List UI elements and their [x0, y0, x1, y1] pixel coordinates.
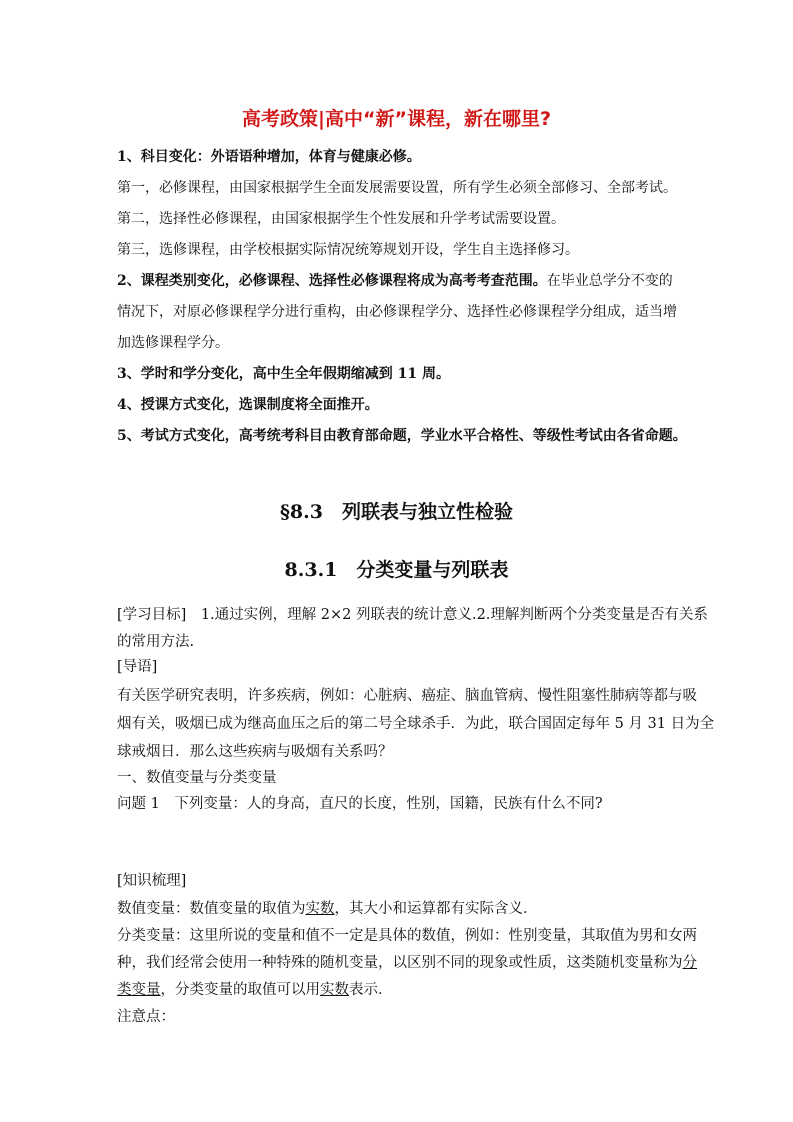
categorical-variable-line-3: [117, 978, 393, 1003]
policy-item-2-rest: 在毕业总学分不变的: [546, 273, 673, 289]
intro-label: [导语]: [117, 659, 158, 675]
categorical-text-b1: 种，我们经常会使用一种特殊的随机变量，以区别不同的现象或性质，这类随机变量称为: [117, 955, 683, 971]
policy-title: 高考政策|高中“新”课程，新在哪里?: [242, 108, 551, 130]
policy-item-4: 4、授课方式变化，选课制度将全面推开。: [117, 397, 379, 413]
intro-line-2: 烟有关，吸烟已成为继高血压之后的第二号全球杀手．为此，联合国固定每年 5 月 31 日为全: [117, 716, 715, 732]
categorical-value-answer: 实数: [320, 982, 349, 998]
policy-item-2-line-2: 情况下，对原必修课程学分进行重构，由必修课程学分、选择性必修课程学分组成，适当增: [117, 304, 677, 320]
policy-item-2-line-3: 加选修课程学分。: [117, 335, 229, 351]
learning-goal: [学习目标] 1.通过实例，理解 2×2 列联表的统计意义.2.理解判断两个分类变量是否有关系: [117, 607, 708, 623]
note-label: 注意点：: [117, 1009, 175, 1025]
policy-first: 第一，必修课程，由国家根据学生全面发展需要设置，所有学生必须全部修习、全部考试。: [117, 180, 677, 196]
categorical-text-c4: 表示．: [349, 982, 393, 998]
policy-item-3: 3、学时和学分变化，高中生全年假期缩减到 11 周。: [117, 366, 450, 382]
learning-goal-line-2: 的常用方法.: [117, 634, 195, 650]
policy-third: 第三，选修课程，由学校根据实际情况统筹规划开设，学生自主选择修习。: [117, 242, 579, 258]
policy-item-5: 5、考试方式变化，高考统考科目由教育部命题，学业水平合格性、等级性考试由各省命题。: [117, 428, 687, 444]
knowledge-label: [知识梳理]: [117, 873, 187, 889]
categorical-variable-line-1: 分类变量：这里所说的变量和值不一定是具体的数值，例如：性别变量，其取值为男和女两: [117, 928, 697, 944]
categorical-answer-part-2: 类变量: [117, 982, 161, 998]
categorical-answer-part-1: 分: [682, 955, 697, 971]
intro-line-1: 有关医学研究表明，许多疾病，例如：心脏病、癌症、脑血管病、慢性阻塞性肺病等都与吸: [117, 688, 697, 704]
policy-item-1: 1、科目变化：外语语种增加，体育与健康必修。: [117, 149, 421, 165]
numeric-variable-answer: 实数: [305, 901, 335, 917]
numeric-variable-line: [117, 897, 538, 922]
policy-item-2: [117, 266, 673, 297]
intro-line-3: 球戒烟日．那么这些疾病与吸烟有关系吗？: [117, 744, 393, 760]
numeric-variable-text-b: ，其大小和运算都有实际含义．: [334, 901, 538, 917]
section-subtitle: 8.3.1 分类变量与列联表: [284, 559, 509, 581]
question-1: 问题 1 下列变量：人的身高，直尺的长度，性别，国籍，民族有什么不同?: [117, 796, 603, 812]
policy-second: 第二，选择性必修课程，由国家根据学生个性发展和升学考试需要设置。: [117, 211, 565, 227]
part-heading: 一、数值变量与分类变量: [117, 770, 277, 786]
policy-item-2-bold: 2、课程类别变化，必修课程、选择性必修课程将成为高考考查范围。: [117, 273, 547, 289]
categorical-text-c2: ，分类变量的取值可以用: [160, 982, 320, 998]
numeric-variable-text-a: 数值变量：数值变量的取值为: [117, 901, 306, 917]
categorical-variable-line-2: [117, 951, 697, 976]
section-title: §8.3 列联表与独立性检验: [280, 501, 513, 523]
